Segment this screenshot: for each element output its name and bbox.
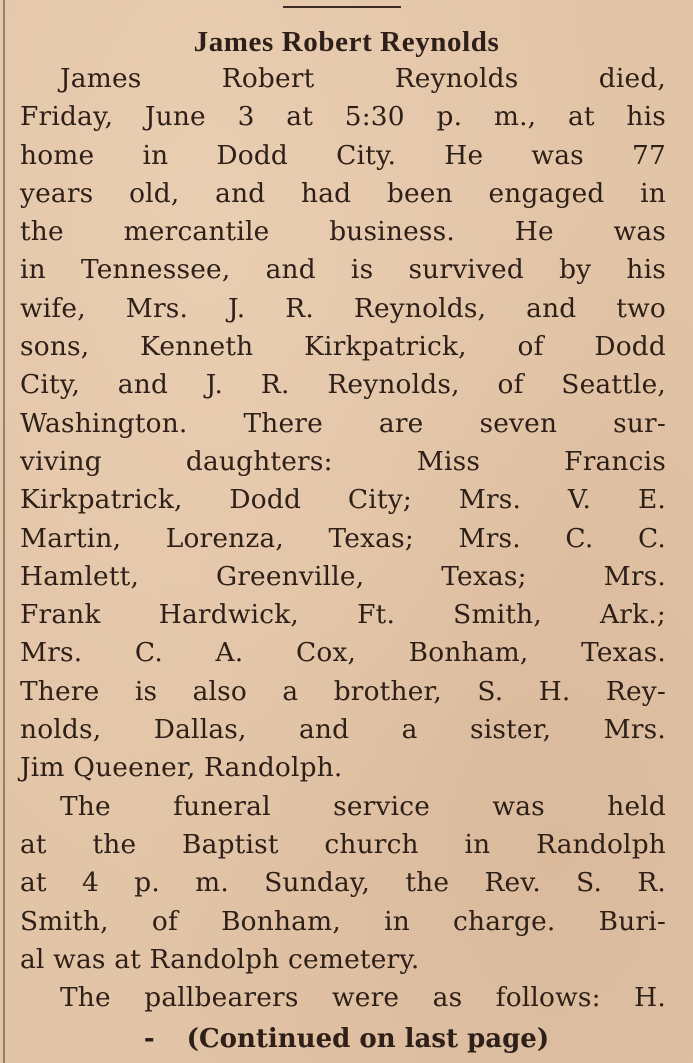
body-line: sons, Kenneth Kirkpatrick, of Dodd bbox=[20, 331, 666, 363]
body-line: The funeral service was held bbox=[60, 790, 666, 822]
body-line: Martin, Lorenza, Texas; Mrs. C. C. bbox=[20, 522, 666, 554]
body-line: Smith, of Bonham, in charge. Buri- bbox=[20, 905, 666, 937]
body-line: al was at Randolph cemetery. bbox=[20, 943, 420, 975]
body-line: Washington. There are seven sur- bbox=[20, 407, 666, 439]
body-line: viving daughters: Miss Francis bbox=[20, 445, 666, 477]
body-line: Frank Hardwick, Ft. Smith, Ark.; bbox=[20, 599, 666, 631]
dash-mark: - bbox=[143, 1024, 155, 1054]
body-line: City, and J. R. Reynolds, of Seattle, bbox=[20, 369, 666, 401]
body-line: home in Dodd City. He was 77 bbox=[20, 139, 666, 171]
left-column-rule bbox=[3, 0, 5, 1063]
body-line: years old, and had been engaged in bbox=[20, 177, 666, 209]
continued-note bbox=[0, 1020, 693, 1058]
obituary-body bbox=[20, 60, 666, 1017]
body-line: wife, Mrs. J. R. Reynolds, and two bbox=[20, 292, 666, 324]
obituary-headline: James Robert Reynolds bbox=[193, 26, 500, 58]
body-line: at the Baptist church in Randolph bbox=[20, 828, 666, 860]
body-line: Friday, June 3 at 5:30 p. m., at his bbox=[20, 101, 666, 133]
body-line: the mercantile business. He was bbox=[20, 216, 666, 248]
body-line: at 4 p. m. Sunday, the Rev. S. R. bbox=[20, 867, 666, 899]
body-line: in Tennessee, and is survived by his bbox=[20, 254, 666, 286]
body-line: James Robert Reynolds died, bbox=[60, 63, 666, 94]
body-line: Kirkpatrick, Dodd City; Mrs. V. E. bbox=[20, 484, 666, 516]
body-line: Mrs. C. A. Cox, Bonham, Texas. bbox=[20, 637, 666, 669]
body-line: Hamlett, Greenville, Texas; Mrs. bbox=[20, 560, 666, 592]
body-line: There is also a brother, S. H. Rey- bbox=[20, 675, 666, 707]
continued-text: (Continued on last page) bbox=[186, 1024, 550, 1054]
top-divider-rule bbox=[283, 6, 401, 8]
body-line: Jim Queener, Randolph. bbox=[20, 752, 343, 784]
body-line: nolds, Dallas, and a sister, Mrs. bbox=[20, 714, 666, 746]
body-line: The pallbearers were as follows: H. bbox=[60, 982, 666, 1014]
